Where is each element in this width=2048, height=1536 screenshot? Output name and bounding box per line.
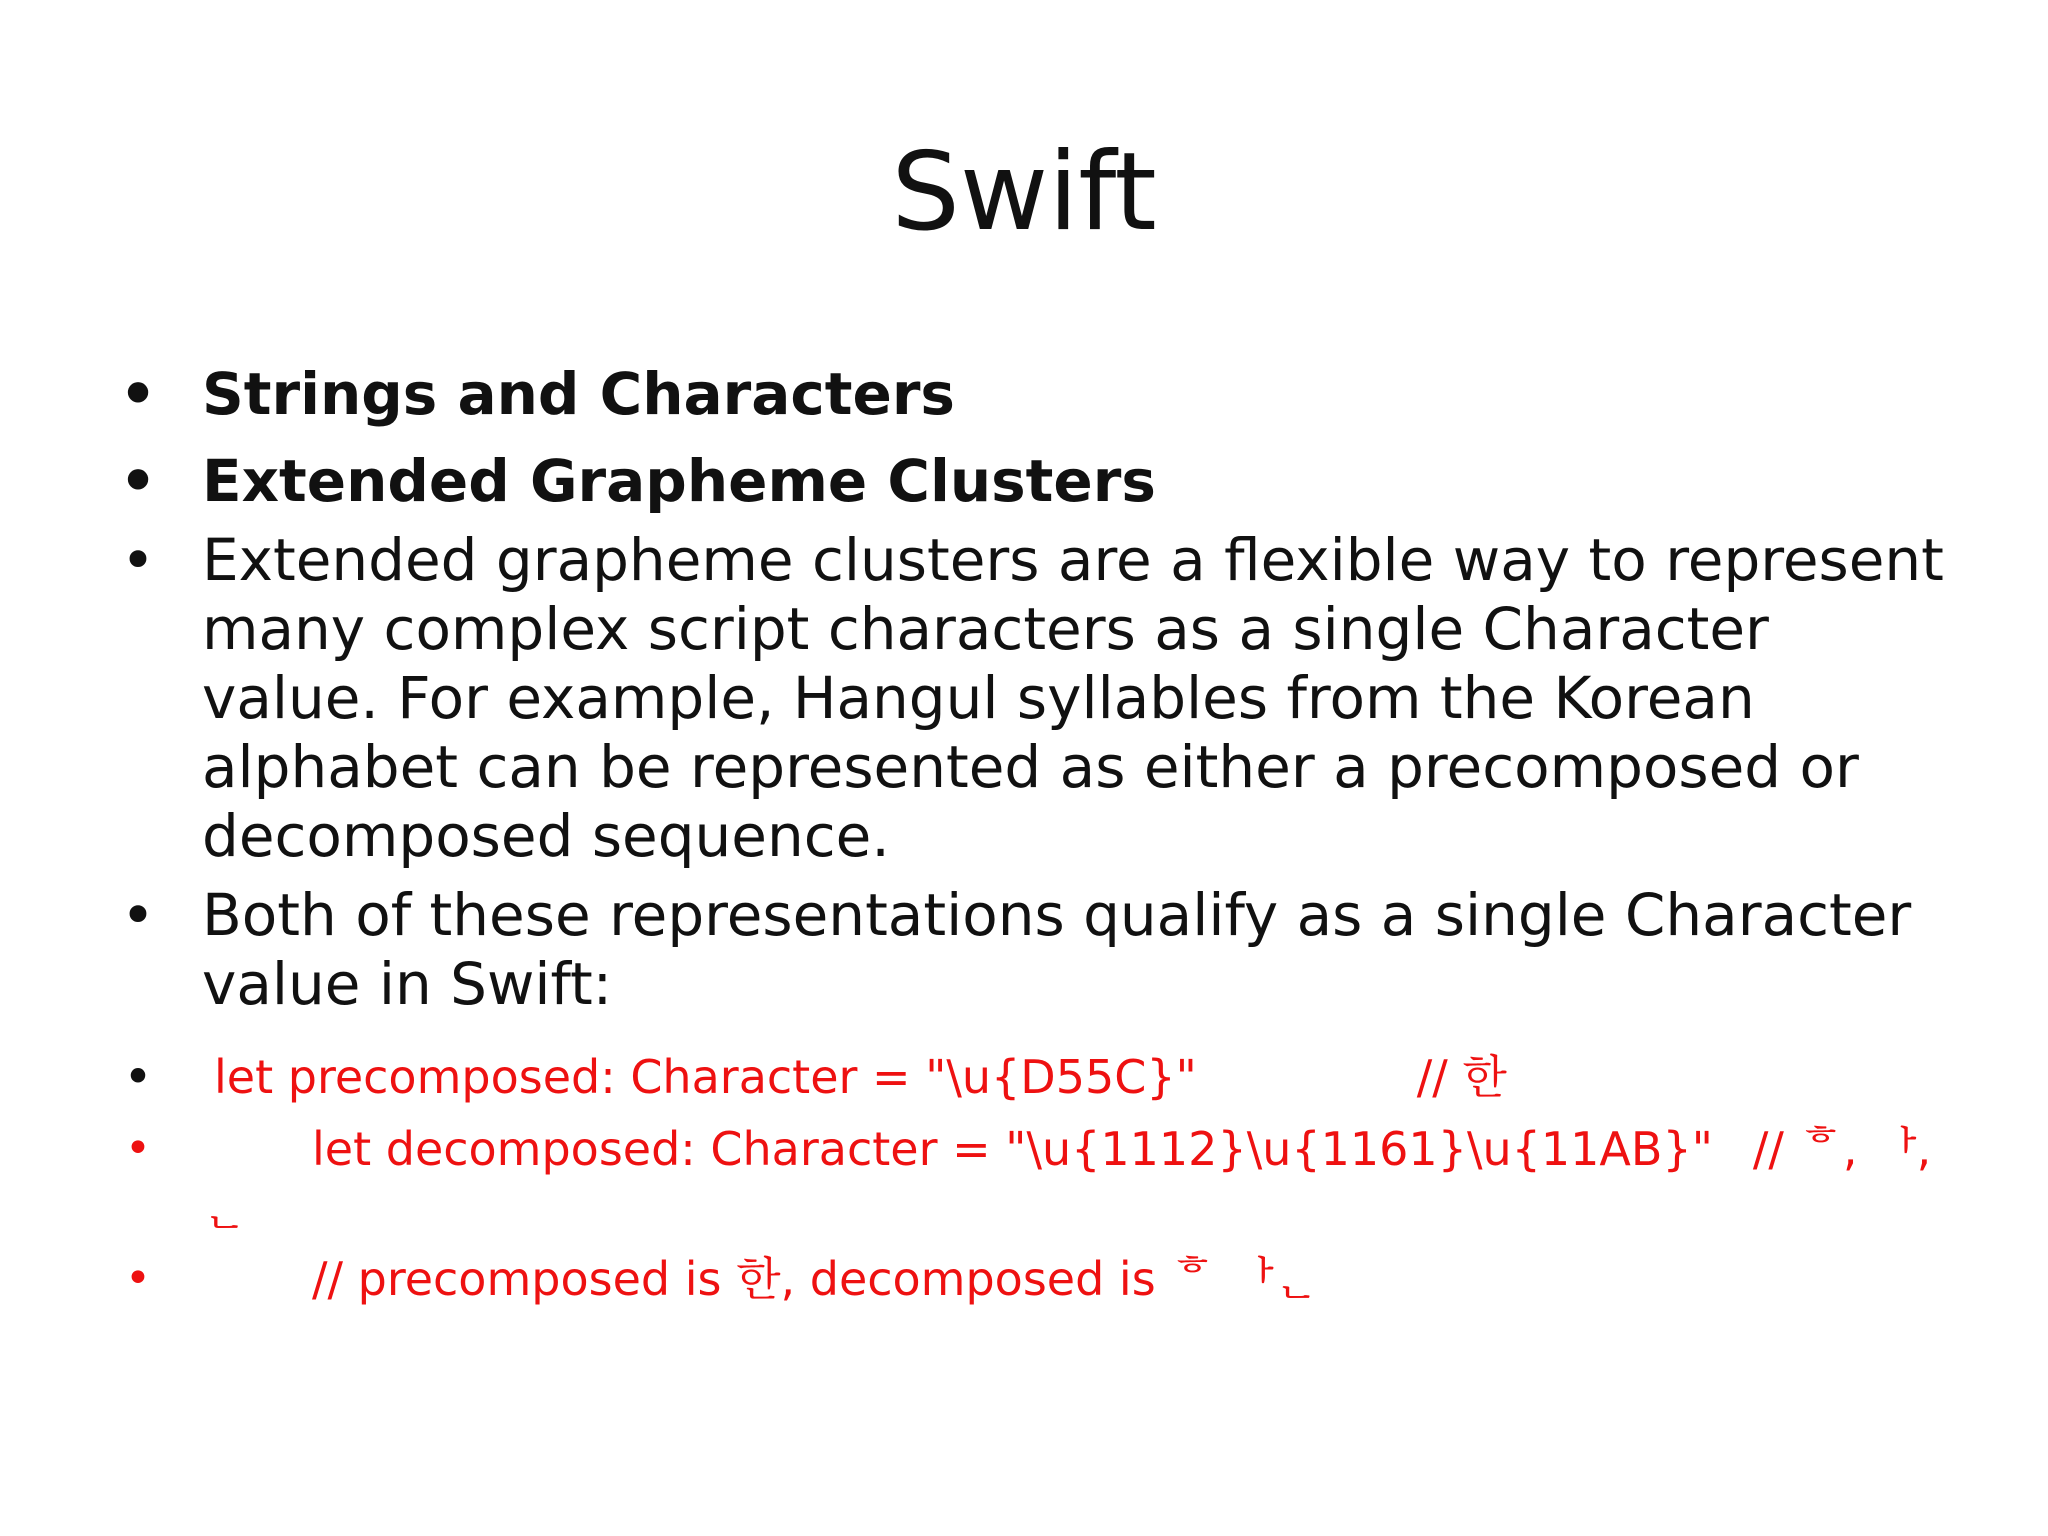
bullet-dot: • xyxy=(125,1253,151,1304)
bullet-list xyxy=(118,360,1948,1307)
bullet-text: Extended Grapheme Clusters xyxy=(202,447,1156,515)
code-comment: // 한 xyxy=(1416,1050,1507,1104)
code-text: let precomposed: Character = "\u{D55C}" xyxy=(214,1050,1197,1104)
bullet-dot: • xyxy=(120,881,156,949)
bullet-item xyxy=(118,447,1948,516)
bullet-text: Strings and Characters xyxy=(202,360,955,428)
code-wrap: ᆫ xyxy=(202,1182,247,1236)
bullet-text: Both of these representations qualify as a single Character value in Swift: xyxy=(202,881,1912,1018)
code-line-precomposed xyxy=(118,1049,1948,1105)
code-text: let decomposed: Character = "\u{1112}\u{1161}\u{11AB}" xyxy=(312,1122,1713,1176)
bullet-dot: • xyxy=(119,360,157,428)
code-comment: // ᄒ, ᅡ, xyxy=(1752,1122,1932,1176)
bullet-dot: • xyxy=(125,1123,151,1174)
code-line-comment xyxy=(118,1251,1948,1307)
bullet-dot: • xyxy=(120,526,156,594)
bullet-item xyxy=(118,881,1948,1019)
bullet-item xyxy=(118,526,1948,871)
bullet-dot: • xyxy=(123,1048,153,1106)
slide-title: Swift xyxy=(891,130,1157,255)
code-line-decomposed xyxy=(118,1121,1948,1237)
code-text: // precomposed is 한, decomposed is ᄒ ᅡᆫ xyxy=(312,1252,1319,1306)
bullet-text: Extended grapheme clusters are a flexible way to represent many complex script characters as a single Character value. For example, Hangul syllables from the Korean alphabet can be represented as either a precomposed or decomposed sequence. xyxy=(202,526,1944,870)
bullet-item xyxy=(118,360,1948,429)
bullet-dot: • xyxy=(119,447,157,515)
